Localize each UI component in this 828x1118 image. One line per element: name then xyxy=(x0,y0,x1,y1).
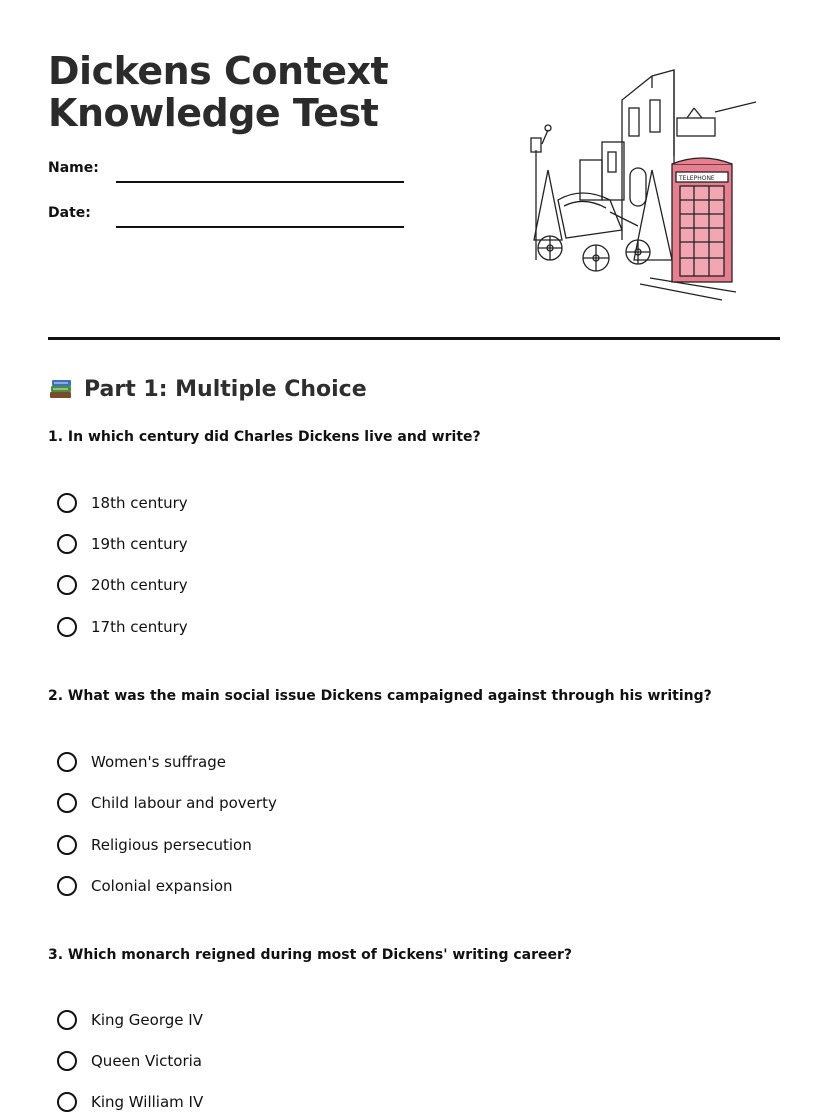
title-line-1: Dickens Context xyxy=(48,49,389,93)
option-q1-a[interactable] xyxy=(57,490,188,516)
option-label: 19th century xyxy=(91,535,188,553)
option-label: 17th century xyxy=(91,618,188,636)
name-field[interactable] xyxy=(116,181,404,183)
option-q3-c[interactable] xyxy=(57,1089,203,1115)
page-title xyxy=(48,50,388,134)
question-2: 2. What was the main social issue Dickens campaigned against through his writing? xyxy=(48,688,712,704)
radio-button[interactable] xyxy=(57,575,77,595)
option-q2-a[interactable] xyxy=(57,749,226,775)
option-q3-b[interactable] xyxy=(57,1048,202,1074)
telephone-sign: TELEPHONE xyxy=(679,175,715,182)
radio-button[interactable] xyxy=(57,493,77,513)
question-1: 1. In which century did Charles Dickens live and write? xyxy=(48,429,481,445)
option-label: Queen Victoria xyxy=(91,1052,202,1070)
option-q1-b[interactable] xyxy=(57,531,188,557)
part-1-heading-text: Part 1: Multiple Choice xyxy=(84,376,367,402)
option-label: Child labour and poverty xyxy=(91,794,277,812)
radio-button[interactable] xyxy=(57,793,77,813)
radio-button[interactable] xyxy=(57,876,77,896)
option-q2-d[interactable] xyxy=(57,873,233,899)
radio-button[interactable] xyxy=(57,752,77,772)
option-label: 18th century xyxy=(91,494,188,512)
books-icon xyxy=(48,376,74,402)
option-q2-c[interactable] xyxy=(57,832,252,858)
radio-button[interactable] xyxy=(57,1092,77,1112)
option-label: Colonial expansion xyxy=(91,877,233,895)
option-label: King George IV xyxy=(91,1011,203,1029)
option-label: 20th century xyxy=(91,576,188,594)
option-label: Religious persecution xyxy=(91,836,252,854)
name-label: Name: xyxy=(48,160,99,176)
title-line-2: Knowledge Test xyxy=(48,91,379,135)
option-q2-b[interactable] xyxy=(57,790,277,816)
victorian-street-illustration xyxy=(522,60,790,308)
divider xyxy=(48,337,780,340)
date-field[interactable] xyxy=(116,226,404,228)
question-3: 3. Which monarch reigned during most of Dickens' writing career? xyxy=(48,947,573,963)
option-label: King William IV xyxy=(91,1093,204,1111)
option-q3-a[interactable] xyxy=(57,1007,203,1033)
radio-button[interactable] xyxy=(57,1051,77,1071)
radio-button[interactable] xyxy=(57,1010,77,1030)
part-1-heading xyxy=(48,373,367,405)
date-label: Date: xyxy=(48,205,91,221)
option-q1-d[interactable] xyxy=(57,614,188,640)
radio-button[interactable] xyxy=(57,835,77,855)
option-q1-c[interactable] xyxy=(57,572,188,598)
option-label: Women's suffrage xyxy=(91,753,226,771)
radio-button[interactable] xyxy=(57,534,77,554)
radio-button[interactable] xyxy=(57,617,77,637)
